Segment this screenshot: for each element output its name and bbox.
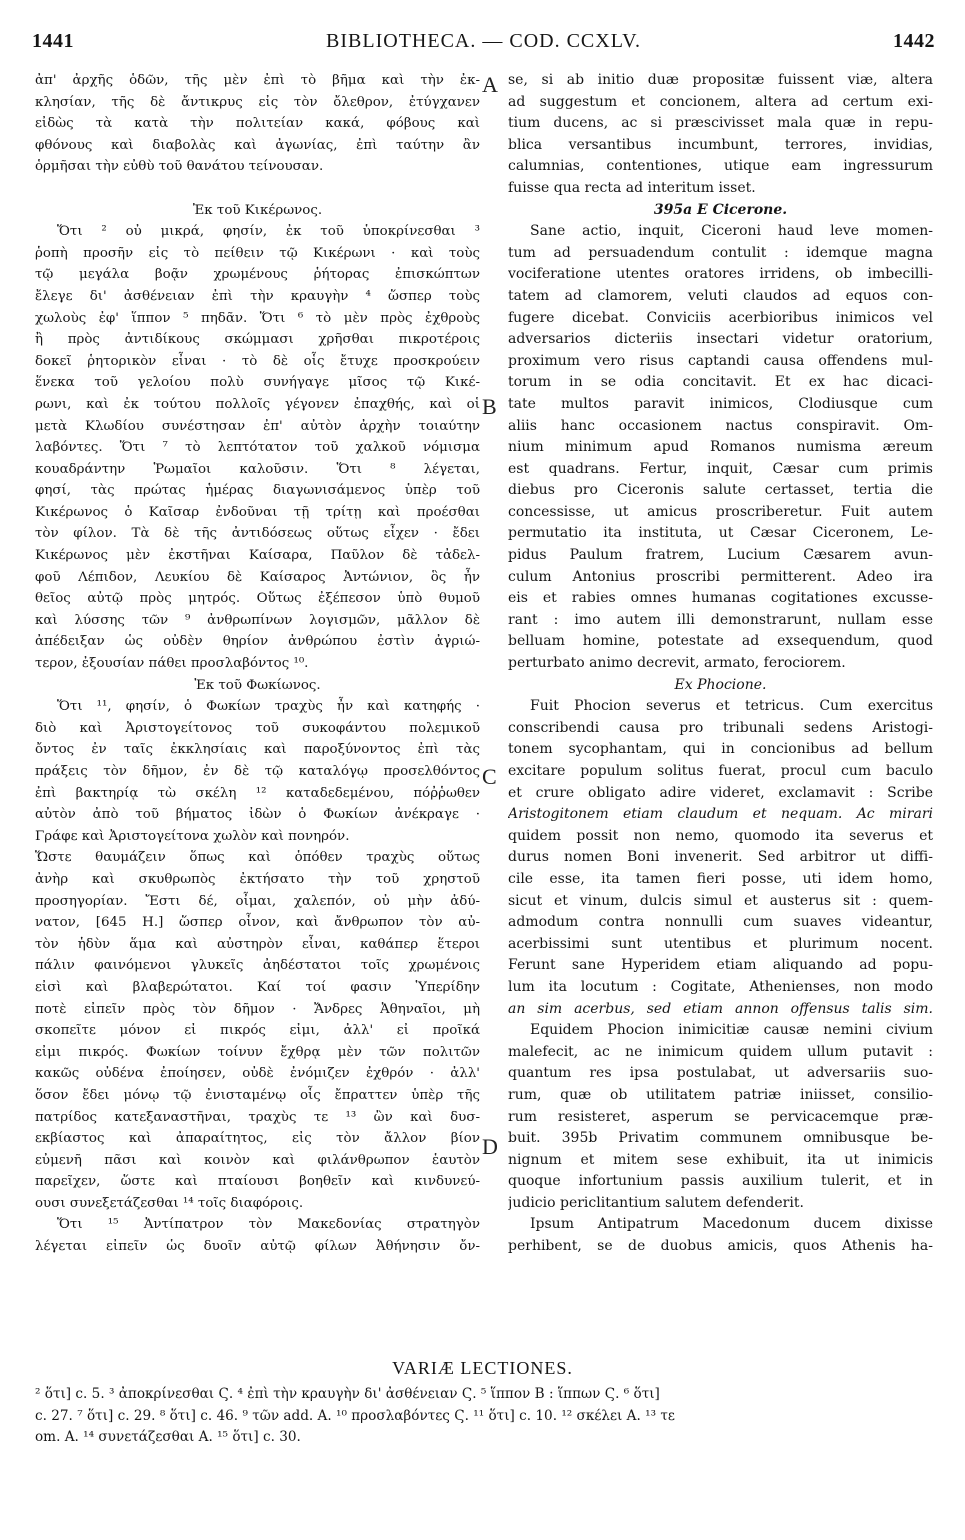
latin-line: durus nomen Boni invenerit. Sed arbitror ut diffi- — [508, 849, 933, 866]
latin-line: nium minimum apud Romanos numisma æreum — [508, 439, 933, 456]
running-title: BIBLIOTHECA. — COD. CCXLV. — [326, 30, 641, 52]
latin-line: aliis hanc occasionem nactus conspiravit. Om- — [508, 417, 933, 434]
latin-line: malefecit, ac ne inimicum quidem ullum putavit : — [508, 1043, 933, 1060]
running-header — [32, 30, 935, 64]
latin-line: quidem possit non nemo, quomodo ita severus et — [508, 827, 933, 844]
latin-line: culum Antonius proscribi permitterent. Adeo ira — [508, 568, 933, 585]
latin-line: Ferunt sane Hyperidem etiam aliquando ad popu- — [508, 957, 933, 974]
margin-marker-a: A — [482, 72, 498, 97]
greek-line: Γράφε καὶ Ἀριστογείτονα χωλὸν καὶ πονηρόν. — [35, 828, 350, 844]
greek-line: μετὰ Κλωδίου συνέστησαν ἐπ' αὐτὸν ἀρχὴν τοιαύτην — [35, 418, 480, 434]
latin-line: tum ad persuadendum contulit : idemque magna — [508, 244, 933, 261]
latin-text-column — [508, 70, 933, 1258]
greek-line: προσηγορίαν. Ἔστι δέ, οἶμαι, χαλεπόν, οὐ μὴν ἀδύ- — [35, 893, 480, 909]
latin-line: torum in se odia concitavit. Et ex hac dicaci- — [508, 374, 933, 391]
latin-line: quantum res ipsa postulabat, ut adversariis suo- — [508, 1065, 933, 1082]
right-page-number: 1442 — [893, 30, 935, 52]
greek-line: ὄντος ἐν ταῖς ἐκκλησίαις καὶ παροξύνοντος ἐπὶ τὰς — [35, 742, 480, 758]
latin-line: et crure obligato adire videret, exclamavit : Scribe — [508, 784, 933, 801]
latin-line: fuisse qua recta ad interitum isset. — [508, 179, 756, 196]
greek-line: νατον, [645 H.] ὥσπερ οἶνον, καὶ ἄνθρωπον τὸν αὐ- — [35, 915, 480, 931]
latin-section-heading-phocion: Ex Phocione. — [674, 676, 767, 693]
greek-line: φθόνους καὶ διαβολὰς καὶ ἀγωνίας, ἐπὶ ταύτην ἂν — [35, 137, 480, 153]
greek-line: πατρίδος κατεξαναστῆναι, τραχὺς τε ¹³ ὢν καὶ δυσ- — [35, 1109, 480, 1125]
greek-line: παρεῖχεν, ὥστε καὶ πταίουσι βοηθεῖν καὶ κινδυνεύ- — [35, 1174, 480, 1190]
latin-line: diebus pro Ciceronis salute certasset, tertia die — [508, 482, 933, 499]
latin-line: vociferatione utentes oratores irridens, ob imbecilli- — [508, 266, 933, 283]
latin-line: admodum contra nonnulli cum suaves videantur, — [508, 914, 933, 931]
greek-line: λέγεται εἰπεῖν ὡς δυοῖν αὐτῷ φίλων Ἀθήνησιν ὄν- — [35, 1239, 480, 1255]
greek-line: σκοπεῖτε μόνον εἰ πικρός εἰμι, ἀλλ' εἰ προῖκά — [35, 1023, 480, 1039]
latin-line: nignum et mitem sese exhibuit, ita ut inimicis — [508, 1151, 933, 1168]
greek-line: θεῖος αὐτῷ πρὸς μητρός. Οὕτως ἐξέπεσον ὑπὸ θυμοῦ — [35, 591, 480, 607]
greek-line: ἀνὴρ καὶ σκυθρωπὸς ἐκτήσατο τὴν τοῦ χρηστοῦ — [35, 871, 480, 887]
greek-line: κλησίαν, τῆς δὲ ἄντικρυς εἰς τὸν ὄλεθρον, ἐτύγχανεν — [35, 94, 480, 110]
latin-section-heading-cicero: 395a E Cicerone. — [653, 201, 788, 218]
latin-line: Equidem Phocion inimicitiæ causæ nemini civium — [530, 1022, 933, 1039]
latin-line: rum resisteret, asperum se pervicacemque præ- — [508, 1108, 933, 1125]
greek-line: πράξεις τὸν δῆμον, ἐν δὲ τῷ καταλόγῳ προσελθόντος — [35, 764, 480, 779]
latin-line: calumnias, contentiones, utique eam ingressurum — [508, 158, 933, 175]
greek-line: εἰσὶ καὶ βλαβερώτατοι. Καί τοί φασιν Ὑπερίδην — [35, 979, 480, 995]
greek-line: Κικέρωνος μὲν ἐκστῆναι Καίσαρα, Παῦλον δὲ τἀδελ- — [35, 548, 480, 564]
latin-line: tonem sycophantam, qui in concionibus ad bellum — [508, 741, 933, 758]
greek-line: ἀπέδειξαν ὡς οὐδὲν θηρίον ἀνθρώπου ἐστὶν ἀγριώ- — [35, 634, 480, 650]
greek-line: διὸ καὶ Ἀριστογείτονος τοῦ συκοφάντου πολεμικοῦ — [35, 720, 480, 736]
latin-line: tatem ad clamorem, veluti claudos ad equos con- — [508, 287, 933, 304]
variae-lectiones-notes — [35, 1384, 935, 1449]
latin-line: quoque infortunium passis auxilium tulerit, et in — [508, 1173, 933, 1190]
greek-line: τὸν ἡδὺν ἅμα καὶ αὐστηρὸν εἶναι, καθάπερ ἕτεροι — [35, 936, 480, 952]
greek-line: φησί, τὰς πρώτας ἡμέρας διαγωνισάμενος ὑπὲρ τοῦ — [35, 483, 480, 499]
apparatus-line: c. 27. ⁷ ὅτι] c. 29. ⁸ ὅτι] c. 46. ⁹ τῶν add. A. ¹⁰ προσλαβόντες Ϛ. ¹¹ ὅτι] c. 10. ¹² σκέλει A. ¹³ τε — [35, 1407, 675, 1424]
latin-line: fugere dicebat. Conviciis acerbioribus inimicos vel — [508, 309, 933, 326]
greek-line: εἰμι πικρός. Φωκίων τοίνυν ἔχθρᾳ μὲν τῶν πολιτῶν — [35, 1044, 480, 1060]
latin-line: pidus Paulum fratrem, Lucium Cæsarem avun- — [508, 547, 933, 564]
latin-line: permutatio ita instituta, ut Cæsar Ciceronem, Le- — [508, 525, 933, 542]
apparatus-line: ² ὅτι] c. 5. ³ ἀποκρίνεσθαι Ϛ. ⁴ ἐπὶ τὴν κραυγὴν δι' ἀσθένειαν Ϛ. ⁵ ἵππον B : ἵππων Ϛ. ⁶ ὅτι] — [35, 1386, 660, 1402]
latin-line: rum, quæ ob utilitatem patriæ iniisset, consilio- — [508, 1086, 933, 1103]
greek-line: τῷ μεγάλα βοᾷν χρωμένους ῥήτορας ἐπισκώπτων — [35, 267, 480, 283]
latin-line: Aristogitonem etiam claudum et nequam. Ac mirari — [508, 806, 933, 823]
latin-line: blica versantibus incumbunt, terrores, invidias, — [508, 136, 933, 153]
greek-line: αὐτὸν ἀπὸ τοῦ βήματος ἰδὼν ὁ Φωκίων ἀνέκραγε · — [35, 807, 480, 823]
latin-line: se, si ab initio duæ propositæ fuissent viæ, altera — [508, 72, 933, 88]
latin-line: Sane actio, inquit, Ciceroni haud leve momen- — [530, 223, 933, 240]
greek-line: κουαδράντην Ῥωμαῖοι καλοῦσιν. Ὅτι ⁸ λέγεται, — [35, 461, 480, 477]
greek-line: κακῶς οὐδένα ἐποίησεν, οὐδὲ ἐνόμιζεν ἐχθρόν · ἀλλ' — [35, 1066, 480, 1082]
greek-line: ουσι συνεξετάζεσθαι ¹⁴ τοῖς διαφόροις. — [35, 1195, 304, 1211]
greek-line: Ὥστε θαυμάζειν ὅπως καὶ ὁπόθεν τραχὺς οὕτως — [35, 850, 480, 866]
latin-line: tium ducens, ac si præscivisset mala quæ in repu- — [508, 115, 933, 132]
margin-marker-d: D — [482, 1134, 498, 1159]
greek-line: Κικέρωνος ὁ Καῖσαρ ἐνδοῦναι τῇ τρίτῃ καὶ προέσθαι — [35, 504, 480, 520]
greek-line: ἢ πρὸς ἀντιδίκους σκώμμασι χρῆσθαι πικροτέροις — [35, 332, 480, 348]
greek-line: εἰδὼς τὰ κατὰ τὴν πολιτείαν κακά, φόβους καὶ — [35, 116, 480, 132]
margin-marker-c: C — [482, 764, 497, 789]
latin-line: tate multos paravit inimicos, Clodiusque cum — [508, 395, 933, 412]
greek-line: Ὅτι ² οὐ μικρά, φησίν, ἐκ τοῦ ὑποκρίνεσθαι ³ — [57, 224, 480, 240]
latin-line: perturbato animo decrevit, armato, ferociorem. — [508, 655, 846, 672]
latin-line: Ipsum Antipatrum Macedonum ducem dixisse — [530, 1216, 933, 1233]
greek-line: εκβίαστος καὶ ἀπαραίτητος, εἰς τὸν ἄλλον βίον — [35, 1131, 480, 1147]
greek-line: πάλιν φαινόμενοι γλυκεῖς ἀηδέστατοι τοῖς χρωμένοις — [35, 958, 480, 974]
greek-line: λαβόντες. Ὅτι ⁷ τὸ λεπτότατον τοῦ χαλκοῦ νόμισμα — [35, 440, 480, 456]
greek-line: ὁρμῆσαι τὴν εὐθὺ τοῦ θανάτου τείνουσαν. — [35, 159, 324, 175]
greek-line: τερον, ἐξουσίαν πάθει προσλαβόντος ¹⁰. — [35, 656, 309, 672]
greek-line: φοῦ Λέπιδον, Λευκίου δὲ Καίσαρος Ἀντώνιον, ὃς ἦν — [35, 569, 480, 585]
greek-line: ὅσον ἔδει μόνῳ τῷ ἐνισταμένῳ οἷς ἔπραττεν ὑπὲρ τῆς — [35, 1087, 480, 1103]
latin-line: proximum vero risus captandi causa offendens mul- — [508, 352, 933, 369]
greek-section-heading-phocion: Ἐκ τοῦ Φωκίωνος. — [194, 677, 321, 693]
latin-line: est quadrans. Fertur, inquit, Cæsar cum primis — [508, 460, 933, 477]
greek-line: ῥοπὴ προσῆν εἰς τὸ πείθειν τῷ Κικέρωνι · καὶ τοὺς — [35, 245, 480, 261]
variae-lectiones-heading: VARIÆ LECTIONES. — [392, 1358, 573, 1378]
greek-line: Ὅτι ¹¹, φησίν, ὁ Φωκίων τραχὺς ἦν καὶ κατηφής · — [57, 699, 480, 715]
latin-line: excitare populum solitus fuerat, procul cum baculo — [508, 763, 933, 779]
latin-line: conscribendi causa pro tribunali sedens Aristogi- — [508, 719, 933, 736]
greek-line — [35, 178, 480, 200]
latin-line: acerbissimi sunt utentibus et plurimum nocent. — [508, 935, 933, 952]
greek-line: καὶ λύσσης τῶν ⁹ ἀνθρωπίνων λογισμῶν, μᾶλλον δὲ — [35, 612, 480, 628]
greek-line: ἔλεγε δι' ἀσθένειαν ἐπὶ τὴν κραυγὴν ⁴ ὥσπερ τοὺς — [35, 288, 480, 304]
greek-text-column — [35, 70, 480, 1258]
latin-line: rant : imo autem illi demonstrarunt, nullam esse — [508, 611, 933, 628]
latin-line: cile esse, ita tamen fieri posse, uti idem homo, — [508, 870, 933, 887]
greek-line: Ὅτι ¹⁵ Ἀντίπατρον τὸν Μακεδονίας στρατηγὸν — [57, 1217, 480, 1233]
greek-line: ποτὲ εἰπεῖν πρὸς τὸν δῆμον · Ἄνδρες Ἀθηναῖοι, μὴ — [35, 1001, 480, 1017]
apparatus-line: om. A. ¹⁴ συνετάζεσθαι A. ¹⁵ ὅτι] c. 30. — [35, 1429, 301, 1445]
latin-line: judicio periclitantium salutem defenderit. — [508, 1194, 804, 1211]
latin-line: ad suggestum et concionem, altera ad certum exi- — [508, 93, 933, 110]
latin-line: lum ita locutum : Cogitate, Athenienses, non modo — [508, 978, 933, 995]
latin-line: belluam homine, potestate ad exsequendum, quod — [508, 633, 933, 650]
greek-line: χωλοὺς ἐφ' ἵππον ⁵ πηδᾶν. Ὅτι ⁶ τὸ μὲν πρὸς ἐχθροὺς — [35, 310, 480, 326]
greek-line: τὸν φίλον. Τὰ δὲ τῆς ἀντιδόσεως οὕτως εἶχεν · ἔδει — [35, 526, 480, 542]
greek-line: ἐπὶ βακτηρίᾳ τὼ σκέλη ¹² καταδεδεμένου, πόῤῥωθεν — [35, 785, 480, 801]
latin-line: sicut et vinum, dulcis simul et austerus sit : quem- — [508, 892, 933, 909]
latin-line: Fuit Phocion severus et tetricus. Cum exercitus — [530, 698, 933, 715]
greek-line: εὐμενῆ πᾶσι καὶ κοινὸν καὶ φιλάνθρωπον ἑαυτὸν — [35, 1152, 480, 1168]
latin-line: concessisse, ut amicus proscriberetur. Fuit autem — [508, 503, 933, 520]
greek-line: ρωνι, καὶ ἐκ τούτου πολλοῖς γέγονεν ἐπαχθής, καὶ οἱ — [35, 396, 480, 412]
latin-line: perhibent, se de duobus amicis, quos Athenis ha- — [508, 1238, 933, 1255]
latin-line: buit. 395b Privatim communem omnibusque be- — [508, 1130, 933, 1147]
latin-line: eis et rabies omnes humanas cogitationes excusse- — [508, 590, 933, 607]
greek-line: ἕνεκα τοῦ γελοίου πολὺ συνήγαγε μῖσος τῷ Κικέ- — [35, 375, 480, 391]
left-page-number: 1441 — [32, 30, 74, 52]
margin-marker-b: B — [482, 394, 497, 419]
greek-line: δοκεῖ ῥητορικὸν εἶναι · τὸ δὲ οἷς ἔτυχε προσκρούειν — [35, 353, 480, 369]
greek-section-heading-cicero: Ἐκ τοῦ Κικέρωνος. — [192, 202, 323, 218]
greek-line: ἀπ' ἀρχῆς ὁδῶν, τῆς μὲν ἐπὶ τὸ βῆμα καὶ τὴν ἐκ- — [35, 73, 480, 88]
latin-line: an sim acerbus, sed etiam annon offensus talis sim. — [508, 1000, 933, 1017]
latin-line: adversarios dicteriis insectari videtur oratorium, — [508, 331, 933, 348]
